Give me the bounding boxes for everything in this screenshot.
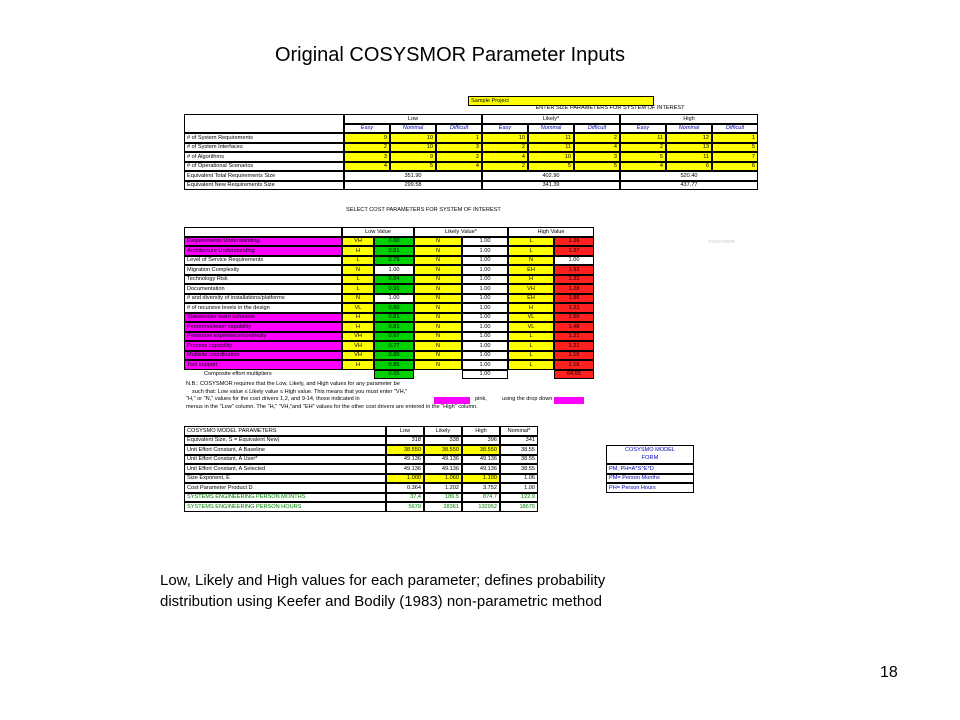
cosysmor-note: COSYSMOR (708, 239, 735, 244)
model-value-cell: 1.00 (500, 483, 538, 493)
model-column-header: Likely (424, 426, 462, 436)
pink-swatch (434, 397, 470, 404)
size-subcol-header: Nominal (528, 124, 574, 134)
model-value-cell: 396 (462, 436, 500, 446)
rating-dropdown[interactable]: N (342, 294, 374, 304)
multiplier-value: 1.16 (554, 360, 594, 370)
multiplier-value: 0.81 (374, 246, 414, 256)
equiv-value-cell: 520.40 (620, 171, 758, 181)
equiv-value-cell: 351.90 (344, 171, 482, 181)
form-box-line: PH= Person Hours (606, 483, 694, 493)
multiplier-value: 0.77 (374, 341, 414, 351)
rating-dropdown[interactable]: L (508, 351, 554, 361)
cost-driver-label: Multisite coordination (184, 351, 342, 361)
composite-label: Composite effort multipliers (204, 370, 272, 377)
rating-dropdown[interactable]: VL (508, 322, 554, 332)
equiv-row-label: Equivalent Total Requirements Size (184, 171, 344, 181)
rating-dropdown[interactable]: N (414, 284, 462, 294)
multiplier-value: 1.00 (462, 313, 508, 323)
pink-swatch (554, 397, 584, 404)
note-line: menus in the "Low" column. The "H," "VH,"and "EH" values for the other cost drivers are entered in the "High" column. (186, 403, 478, 410)
size-input-cell[interactable]: 4 (436, 162, 482, 172)
multiplier-value: 1.00 (462, 322, 508, 332)
size-input-cell[interactable]: 2 (574, 133, 620, 143)
multiplier-value: 1.28 (554, 284, 594, 294)
multiplier-value: 1.00 (462, 246, 508, 256)
size-group-header: High (620, 114, 758, 124)
size-input-cell[interactable]: 10 (390, 133, 436, 143)
cost-driver-label: Personnel experience/continuity (184, 332, 342, 342)
multiplier-value: 0.84 (374, 275, 414, 285)
size-input-cell[interactable]: 9 (390, 152, 436, 162)
model-value-cell: 338 (424, 436, 462, 446)
size-input-cell[interactable]: 4 (344, 162, 390, 172)
size-input-cell[interactable]: 5 (390, 162, 436, 172)
rating-dropdown[interactable]: N (414, 332, 462, 342)
rating-dropdown[interactable]: N (414, 265, 462, 275)
note-line: using the drop down (502, 396, 553, 402)
multiplier-value: 1.00 (462, 303, 508, 313)
size-input-cell[interactable]: 11 (666, 152, 712, 162)
multiplier-value: 1.00 (462, 360, 508, 370)
multiplier-value: 1.15 (554, 351, 594, 361)
size-input-cell[interactable]: 5 (712, 143, 758, 153)
multiplier-value: 1.48 (554, 322, 594, 332)
size-row-label: # of Operational Scenarios (184, 162, 344, 172)
composite-low: 0.05 (374, 370, 414, 380)
rating-dropdown[interactable]: EH (508, 294, 554, 304)
rating-dropdown[interactable]: N (342, 265, 374, 275)
model-value-cell: 0.364 (386, 483, 424, 493)
model-value-cell[interactable]: 38.550 (386, 445, 424, 455)
size-row-label: # of System Requirements (184, 133, 344, 143)
size-input-cell[interactable]: 10 (390, 143, 436, 153)
form-box-subtitle: FORM (641, 455, 659, 462)
multiplier-value: 1.21 (554, 341, 594, 351)
model-column-header: Low (386, 426, 424, 436)
model-value-cell: 318 (386, 436, 424, 446)
rating-dropdown[interactable]: N (414, 275, 462, 285)
multiplier-value: 1.00 (462, 265, 508, 275)
size-input-cell[interactable]: 3 (574, 152, 620, 162)
spreadsheet (180, 92, 780, 532)
rating-dropdown[interactable]: L (508, 360, 554, 370)
size-input-cell[interactable]: 11 (528, 143, 574, 153)
model-value-cell: 38.55 (500, 464, 538, 474)
size-input-cell[interactable]: 2 (482, 143, 528, 153)
size-input-cell[interactable]: 2 (482, 162, 528, 172)
note-line: "H," or "N," values for the cost drivers 1,2, and 9-14, those indicated in (186, 396, 360, 402)
size-subcol-header: Nominal (666, 124, 712, 134)
rating-dropdown[interactable]: N (414, 303, 462, 313)
cost-section-header: SELECT COST PARAMETERS FOR SYSTEM OF INTEREST (346, 207, 501, 213)
multiplier-value: 1.00 (462, 284, 508, 294)
rating-dropdown[interactable]: VH (508, 284, 554, 294)
cost-column-header: Likely Value* (414, 227, 508, 237)
size-input-cell[interactable]: 1 (436, 133, 482, 143)
model-value-cell: 49.136 (462, 464, 500, 474)
size-input-cell[interactable]: 2 (344, 143, 390, 153)
multiplier-value: 0.81 (374, 322, 414, 332)
equiv-row-label: Equivalent New Requirements Size (184, 181, 344, 191)
size-row-label: # of Algorithms (184, 152, 344, 162)
multiplier-value: 1.21 (554, 332, 594, 342)
equiv-value-cell: 437.77 (620, 181, 758, 191)
multiplier-value: 1.00 (462, 332, 508, 342)
size-input-cell[interactable]: 13 (666, 143, 712, 153)
multiplier-value: 1.36 (554, 237, 594, 247)
equiv-value-cell: 299.58 (344, 181, 482, 191)
rating-dropdown[interactable]: VH (342, 341, 374, 351)
model-value-cell: 3.752 (462, 483, 500, 493)
rating-dropdown[interactable]: VL (342, 303, 374, 313)
rating-dropdown[interactable]: N (414, 360, 462, 370)
rating-dropdown[interactable]: N (414, 341, 462, 351)
equiv-value-cell: 402.90 (482, 171, 620, 181)
cost-driver-label: Personnel/team capability (184, 322, 342, 332)
multiplier-value: 1.00 (462, 275, 508, 285)
cost-driver-label: Tool support (184, 360, 342, 370)
size-input-cell[interactable]: 10 (482, 133, 528, 143)
model-row-label: Unit Effort Constant, A Selected (184, 464, 386, 474)
size-input-cell[interactable]: 6 (712, 162, 758, 172)
size-input-cell[interactable]: 7 (712, 152, 758, 162)
rating-dropdown[interactable]: N (414, 322, 462, 332)
cost-label-header (184, 227, 342, 237)
composite-likely: 1.00 (462, 370, 508, 380)
size-subcol-header: Difficult (712, 124, 758, 134)
size-subcol-header: Nominal (390, 124, 436, 134)
note-line: N.B.: COSYSMOR requires that the Low, Likely, and High values for any parameter be (186, 381, 400, 387)
model-value-cell: 341 (500, 436, 538, 446)
model-table-header: COSYSMO MODEL PARAMETERS (184, 426, 386, 436)
page-number: 18 (880, 664, 898, 681)
size-row-label: # of System Interfaces (184, 143, 344, 153)
caption-line-2: distribution using Keefer and Bodily (1983) non-parametric method (160, 593, 602, 610)
model-value-cell: 49.136 (424, 455, 462, 465)
model-row-label: Equivalent Size, S = Equivalent New) (184, 436, 386, 446)
multiplier-value: 0.81 (374, 313, 414, 323)
cost-driver-label: Requirements Understanding (184, 237, 342, 247)
rating-dropdown[interactable]: VH (342, 332, 374, 342)
rating-dropdown[interactable]: N (414, 351, 462, 361)
size-input-cell[interactable]: 6 (666, 162, 712, 172)
model-value-cell: 38.55 (500, 455, 538, 465)
size-subcol-header: Difficult (436, 124, 482, 134)
cost-driver-label: Process capability (184, 341, 342, 351)
cost-driver-label: # and diversity of installations/platforms (184, 294, 342, 304)
multiplier-value: 1.00 (462, 341, 508, 351)
multiplier-value: 1.00 (374, 294, 414, 304)
model-value-cell[interactable]: 38.550 (424, 445, 462, 455)
person-months-value: 186.5 (424, 493, 462, 503)
size-subcol-header: Easy (482, 124, 528, 134)
cost-column-header: Low Value (342, 227, 414, 237)
rating-dropdown[interactable]: L (508, 246, 554, 256)
model-value-cell[interactable]: 1.100 (462, 474, 500, 484)
size-input-cell[interactable]: 2 (436, 152, 482, 162)
person-hours-label: SYSTEMS ENGINEERING PERSON HOURS (184, 502, 386, 512)
composite-high: 64.55 (554, 370, 594, 380)
multiplier-value: 1.00 (462, 237, 508, 247)
person-hours-value: 5679 (386, 502, 424, 512)
model-column-header: High (462, 426, 500, 436)
person-hours-value: 18675 (500, 502, 538, 512)
caption-line-1: Low, Likely and High values for each parameter; defines probability (160, 572, 606, 589)
rating-dropdown[interactable]: N (414, 237, 462, 247)
multiplier-value: 1.00 (462, 351, 508, 361)
cost-driver-label: Technology Risk (184, 275, 342, 285)
size-input-cell[interactable]: 3 (344, 152, 390, 162)
rating-dropdown[interactable]: N (414, 313, 462, 323)
model-value-cell: 49.136 (386, 464, 424, 474)
size-subcol-header: Difficult (574, 124, 620, 134)
rating-dropdown[interactable]: L (342, 284, 374, 294)
rating-dropdown[interactable]: H (342, 360, 374, 370)
model-value-cell: 49.136 (386, 455, 424, 465)
multiplier-value: 0.80 (374, 351, 414, 361)
size-input-cell[interactable]: 11 (528, 133, 574, 143)
rating-dropdown[interactable]: L (508, 237, 554, 247)
project-name-cell[interactable]: Sample Project (468, 96, 654, 106)
model-value-cell[interactable]: 1.000 (386, 474, 424, 484)
size-input-cell[interactable]: 9 (344, 133, 390, 143)
model-value-cell: 1.06 (500, 474, 538, 484)
size-input-cell[interactable]: 10 (528, 152, 574, 162)
person-hours-value: 132952 (462, 502, 500, 512)
model-value-cell: 49.136 (462, 455, 500, 465)
rating-dropdown[interactable]: H (508, 303, 554, 313)
rating-dropdown[interactable]: L (342, 256, 374, 266)
model-row-label: Unit Effort Constant, A User* (184, 455, 386, 465)
rating-dropdown[interactable]: N (414, 294, 462, 304)
person-months-value: 874.7 (462, 493, 500, 503)
rating-dropdown[interactable]: H (342, 246, 374, 256)
caption (160, 570, 605, 612)
form-box-line: PM= Person Months (606, 474, 694, 484)
size-input-cell[interactable]: 2 (620, 143, 666, 153)
multiplier-value: 0.80 (374, 303, 414, 313)
multiplier-value: 1.00 (462, 294, 508, 304)
model-row-label: Cost Parameter Product D (184, 483, 386, 493)
rating-dropdown[interactable]: EH (508, 265, 554, 275)
rating-dropdown[interactable]: H (342, 313, 374, 323)
rating-dropdown[interactable]: VH (342, 237, 374, 247)
slide-title: Original COSYSMOR Parameter Inputs (274, 44, 626, 66)
cost-driver-label: Stakeholder team cohesion (184, 313, 342, 323)
size-input-cell[interactable]: 11 (620, 133, 666, 143)
multiplier-value: 1.32 (554, 275, 594, 285)
size-subcol-header: Easy (344, 124, 390, 134)
rating-dropdown[interactable]: L (508, 341, 554, 351)
rating-dropdown[interactable]: VL (508, 313, 554, 323)
size-input-cell[interactable]: 1 (712, 133, 758, 143)
rating-dropdown[interactable]: N (414, 256, 462, 266)
form-box-header (606, 445, 694, 464)
multiplier-value: 1.00 (374, 265, 414, 275)
size-input-cell[interactable]: 4 (574, 143, 620, 153)
multiplier-value: 1.50 (554, 313, 594, 323)
person-hours-value: 28361 (424, 502, 462, 512)
rating-dropdown[interactable]: VH (342, 351, 374, 361)
multiplier-value: 0.79 (374, 256, 414, 266)
rating-dropdown[interactable]: N (508, 256, 554, 266)
cost-column-header: High Value (508, 227, 594, 237)
model-row-label: Size Exponent, E (184, 474, 386, 484)
multiplier-value: 1.00 (462, 256, 508, 266)
cost-driver-label: Migration Complexity (184, 265, 342, 275)
multiplier-value: 1.92 (554, 265, 594, 275)
note-line: pink, (475, 396, 487, 402)
model-value-cell: 1.202 (424, 483, 462, 493)
multiplier-value: 0.60 (374, 237, 414, 247)
rating-dropdown[interactable]: L (508, 332, 554, 342)
size-group-header: Likely* (482, 114, 620, 124)
person-months-label: SYSTEMS ENGINEERING PERSON MONTHS (184, 493, 386, 503)
multiplier-value: 0.67 (374, 332, 414, 342)
model-row-label: Unit Effort Constant, A Baseline (184, 445, 386, 455)
size-label-header (184, 114, 344, 133)
size-input-cell[interactable]: 5 (620, 152, 666, 162)
size-input-cell[interactable]: 4 (482, 152, 528, 162)
model-value-cell[interactable]: 38.550 (462, 445, 500, 455)
size-input-cell[interactable]: 4 (620, 162, 666, 172)
form-box-title: COSYSMO MODEL (624, 447, 676, 453)
size-input-cell[interactable]: 3 (436, 143, 482, 153)
size-input-cell[interactable]: 12 (666, 133, 712, 143)
model-value-cell[interactable]: 1.060 (424, 474, 462, 484)
rating-dropdown[interactable]: L (342, 275, 374, 285)
multiplier-value: 0.85 (374, 360, 414, 370)
model-column-header: Nominal* (500, 426, 538, 436)
person-months-value: 37.4 (386, 493, 424, 503)
cost-driver-label: Architecture Understanding (184, 246, 342, 256)
rating-dropdown[interactable]: H (342, 322, 374, 332)
equiv-value-cell: 341.39 (482, 181, 620, 191)
model-value-cell: 49.136 (424, 464, 462, 474)
note-line: such that: Low value ≤ Likely value ≤ High value. This means that you must enter "VH," (192, 388, 408, 395)
form-box-line: PM, PH=A*S^E*D (606, 464, 694, 474)
size-group-header: Low (344, 114, 482, 124)
size-input-cell[interactable]: 5 (574, 162, 620, 172)
multiplier-value: 1.86 (554, 294, 594, 304)
multiplier-value: 1.27 (554, 246, 594, 256)
model-value-cell: 38.55 (500, 445, 538, 455)
multiplier-value: 1.00 (554, 256, 594, 266)
rating-dropdown[interactable]: N (414, 246, 462, 256)
cost-driver-label: # of recursive levels in the design (184, 303, 342, 313)
size-section-header: ENTER SIZE PARAMETERS FOR SYSTEM OF INTEREST (535, 105, 685, 111)
rating-dropdown[interactable]: H (508, 275, 554, 285)
cost-driver-label: Documentation (184, 284, 342, 294)
size-subcol-header: Easy (620, 124, 666, 134)
size-input-cell[interactable]: 5 (528, 162, 574, 172)
multiplier-value: 1.21 (554, 303, 594, 313)
multiplier-value: 0.91 (374, 284, 414, 294)
person-months-value: 122.9 (500, 493, 538, 503)
cost-driver-label: Level of Service Requirements (184, 256, 342, 266)
